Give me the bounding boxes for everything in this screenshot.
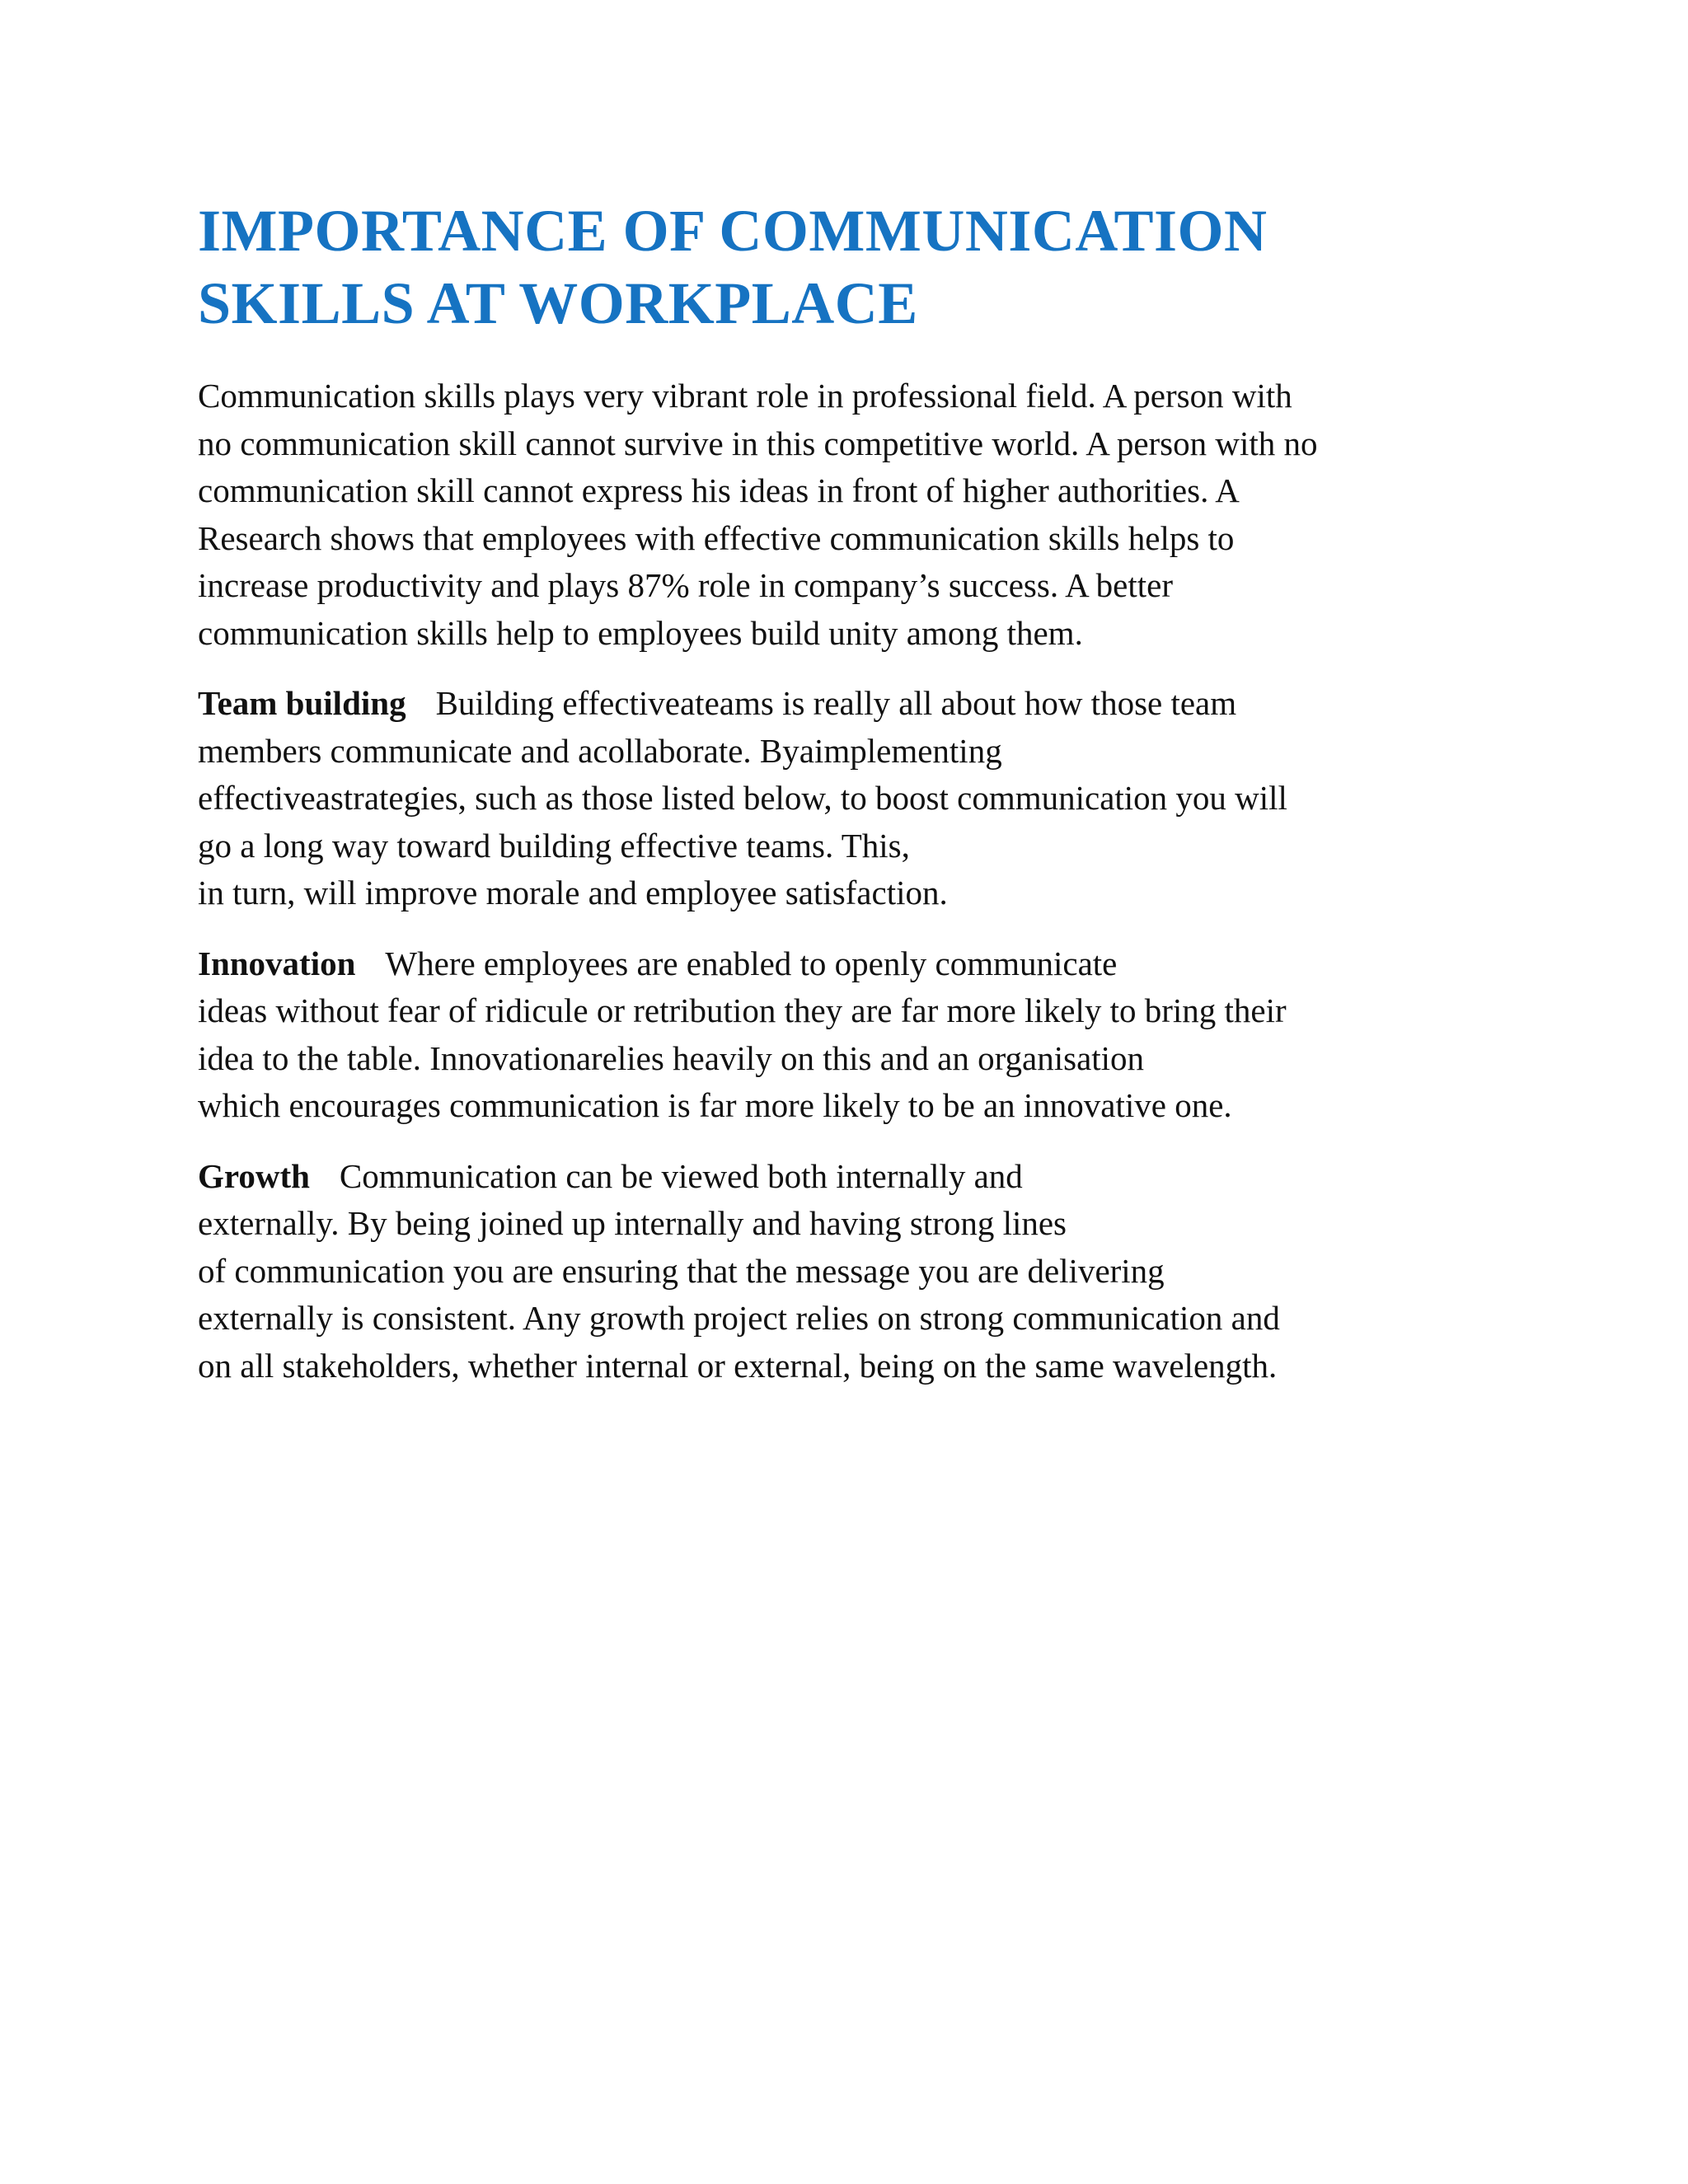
- section-line: idea to the table. Innovationarelies heavily on this and an organisation: [198, 1038, 1145, 1077]
- section-innovation: [198, 940, 1517, 1130]
- section-first-line: [198, 940, 1517, 988]
- section-line: go a long way toward building effective teams. This,: [198, 826, 910, 865]
- section-line: on all stakeholders, whether internal or external, being on the same wavelength.: [198, 1346, 1278, 1385]
- section-heading: Team building: [198, 684, 406, 722]
- section-line: of communication you are ensuring that the message you are delivering: [198, 1251, 1165, 1290]
- section-heading: Innovation: [198, 944, 356, 982]
- page-title: [198, 194, 1517, 340]
- section-team-building: [198, 680, 1517, 917]
- intro-line: no communication skill cannot survive in this competitive world. A person with no: [198, 424, 1318, 462]
- section-line: effectiveastrategies, such as those listed below, to boost communication you will: [198, 779, 1287, 817]
- intro-paragraph: [198, 373, 1517, 657]
- section-first-line: [198, 1153, 1517, 1201]
- section-line: in turn, will improve morale and employee satisfaction.: [198, 874, 948, 912]
- section-line: Where employees are enabled to openly communicate: [385, 944, 1118, 982]
- section-first-line: [198, 680, 1517, 728]
- section-line: which encourages communication is far more likely to be an innovative one.: [198, 1086, 1232, 1124]
- section-growth: [198, 1153, 1517, 1390]
- title-line-1: IMPORTANCE OF COMMUNICATION: [198, 198, 1268, 264]
- intro-line: increase productivity and plays 87% role in company’s success. A better: [198, 566, 1173, 604]
- section-line: ideas without fear of ridicule or retribution they are far more likely to bring their: [198, 991, 1287, 1029]
- intro-line: Research shows that employees with effective communication skills helps to: [198, 518, 1235, 557]
- intro-line: communication skills help to employees build unity among them.: [198, 613, 1083, 652]
- title-line-2: SKILLS AT WORKPLACE: [198, 270, 918, 336]
- section-heading: Growth: [198, 1156, 310, 1195]
- section-line: Communication can be viewed both internally and: [339, 1156, 1023, 1195]
- section-line: members communicate and acollaborate. Byaimplementing: [198, 731, 1002, 770]
- intro-line: Communication skills plays very vibrant role in professional field. A person with: [198, 377, 1292, 415]
- section-line: externally is consistent. Any growth project relies on strong communication and: [198, 1299, 1280, 1337]
- section-line: Building effectiveateams is really all about how those team: [435, 684, 1237, 722]
- document-page: [198, 194, 1517, 1413]
- intro-line: communication skill cannot express his ideas in front of higher authorities. A: [198, 471, 1240, 509]
- section-line: externally. By being joined up internally and having strong lines: [198, 1204, 1067, 1242]
